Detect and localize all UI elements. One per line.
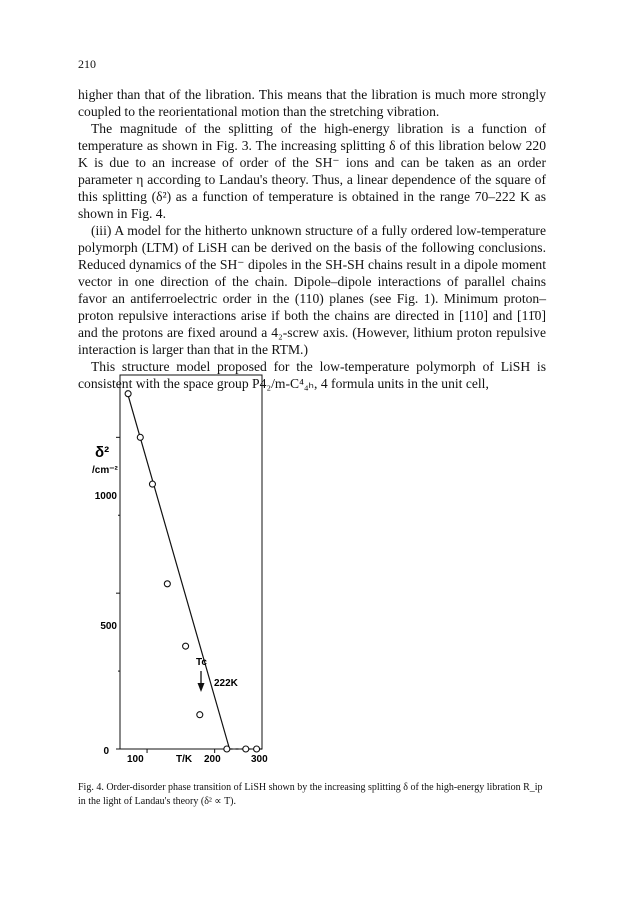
y-tick-label-0: 0 <box>103 746 109 757</box>
data-point <box>164 581 170 587</box>
data-point <box>243 746 249 752</box>
page-number: 210 <box>78 57 96 71</box>
plot-border <box>120 375 262 749</box>
data-point <box>125 391 131 397</box>
tc-label: Tc <box>196 657 207 668</box>
plot-frame <box>120 375 262 749</box>
chart-svg <box>78 365 318 775</box>
x-axis-label: T/K <box>176 754 193 765</box>
data-points <box>125 391 259 752</box>
y-tick-label-1000: 1000 <box>94 491 117 502</box>
data-point <box>197 712 203 718</box>
tc-arrow-icon <box>198 671 205 692</box>
figure-caption: Fig. 4. Order-disorder phase transition of LiSH shown by the increasing splitting δ of the high-energy libration R_ip in the light of Landau's theory (δ² ∝ T). <box>78 782 543 807</box>
data-point <box>183 643 189 649</box>
figure-4 <box>78 365 318 775</box>
data-point <box>224 746 230 752</box>
paragraph-4: This structure model proposed for the low-temperature polymorph of LiSH is consistent with the space group P4₂/m-C⁴₄ₕ, 4 formula units in the unit cell, <box>78 359 546 391</box>
paragraph-3: (iii) A model for the hitherto unknown structure of a fully ordered low-temperature polymorph (LTM) of LiSH can be derived on the basis of the following conclusions. Reduced dynamics of the SH⁻ dipoles in the SH-SH chains result in a dipole moment vector in one direction of the chain. Dipole–dipole interactions of parallel chains favor an antiferroelectric order in the (110) planes (see Fig. 1). Minimum proton–proton repulsive interactions arise if both the chains are directed in [110] and [11̄0] and the protons are fixed around a 4₂-screw axis. (However, lithium proton repulsive interaction is larger than that in the RTM.) <box>78 223 546 357</box>
data-point <box>149 481 155 487</box>
axis-ticks <box>116 365 215 753</box>
x-tick-label-200: 200 <box>204 754 221 765</box>
data-point <box>137 434 143 440</box>
y-axis-unit: /cm⁻² <box>92 465 118 476</box>
fit-line-segment <box>127 391 230 749</box>
x-tick-label-300: 300 <box>251 754 268 765</box>
paragraph-1: higher than that of the libration. This means that the libration is much more strongly coupled to the reorientational motion than the stretching vibration. <box>78 87 546 119</box>
paragraph-2: The magnitude of the splitting of the high-energy libration is a function of temperature as shown in Fig. 3. The increasing splitting δ of this libration below 220 K is due to an increase of order of the SH⁻ ions and can be taken as an order parameter η according to Landau's theory. Thus, a linear dependence of the square of this splitting (δ²) as a function of temperature is obtained in the range 70–222 K as shown in Fig. 4. <box>78 121 546 221</box>
x-tick-label-100: 100 <box>127 754 144 765</box>
tc-value-label: 222K <box>214 678 238 689</box>
axis-labels <box>92 444 268 765</box>
y-axis-symbol: δ² <box>95 444 110 461</box>
data-point <box>254 746 260 752</box>
fit-line <box>127 391 262 749</box>
body-text <box>78 86 546 392</box>
y-tick-label-500: 500 <box>100 621 117 632</box>
